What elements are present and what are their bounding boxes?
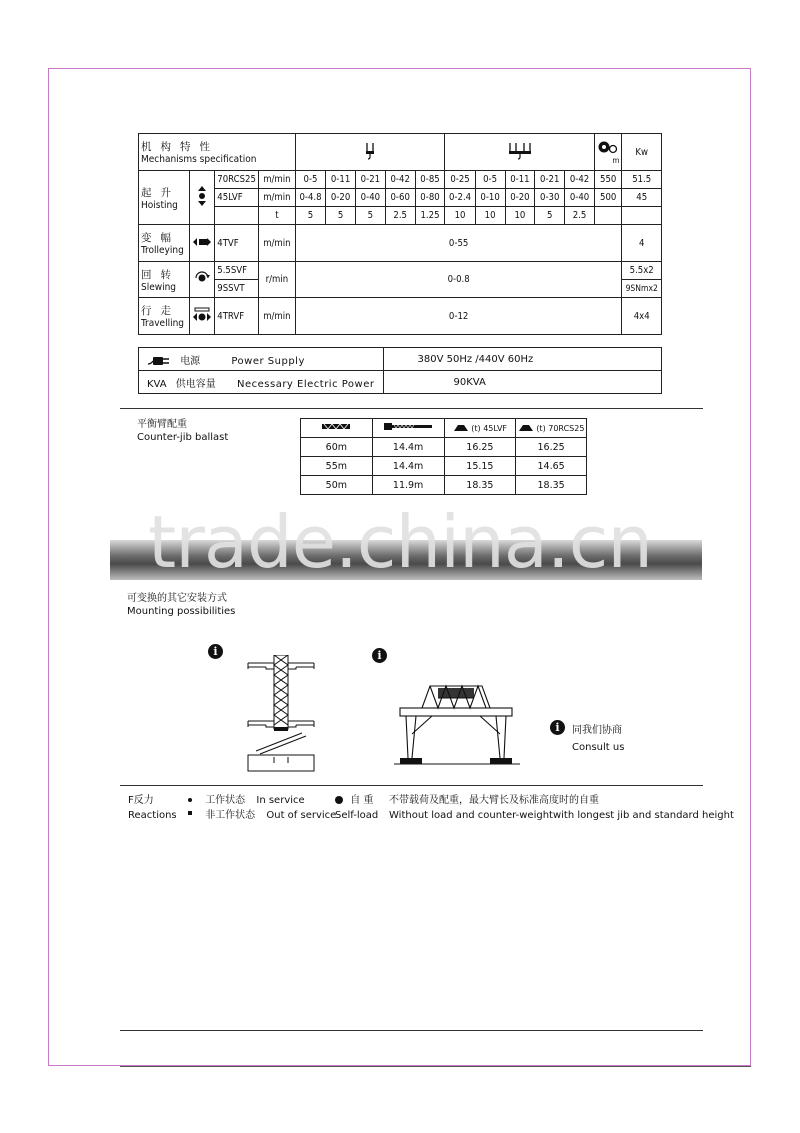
power-supply-label-cell	[139, 348, 384, 371]
hoist-r1-c7: 0-5	[475, 171, 505, 189]
hoist-r2-c9: 0-30	[535, 189, 565, 207]
hoist-r2-c7: 0-10	[475, 189, 505, 207]
hoist-empty-cell	[215, 207, 259, 225]
hoist-r1-c6: 0-25	[445, 171, 475, 189]
hoist-r1-c3: 0-21	[355, 171, 385, 189]
hoist-r3-c2: 5	[326, 207, 356, 225]
ballast-r3-c3: 18.35	[444, 476, 516, 495]
ballast-r2-c3: 15.15	[444, 457, 516, 476]
trolleying-label-cell	[139, 225, 190, 262]
trolley-direction-icon	[192, 237, 212, 247]
slewing-icon-cell	[190, 262, 215, 298]
counter-jib-icon	[383, 422, 433, 431]
travelling-icon-cell	[190, 298, 215, 335]
consult-cn: 同我们协商	[572, 725, 622, 736]
slew-motor-1: 5.5SVF	[215, 262, 259, 280]
hoisting-cn: 起 升	[141, 186, 174, 199]
double-fall-hook-icon	[507, 141, 533, 161]
hoist-r1-m: 550	[594, 171, 621, 189]
self-load-note-cn: 不带载荷及配重，最大臂长及标准高度时的自重	[389, 795, 599, 806]
ballast-r1-c1: 60m	[301, 438, 373, 457]
power-supply-value: 380V 50Hz /440V 60Hz	[383, 348, 662, 371]
hoist-r3-c3: 5	[355, 207, 385, 225]
self-load-en: Self-load	[335, 810, 379, 821]
in-service-dot-icon	[188, 798, 192, 802]
hoist-r3-c9: 5	[535, 207, 565, 225]
kva-label: KVA	[147, 378, 167, 390]
kva-label-cell	[139, 371, 384, 394]
hoist-unit-1: m/min	[258, 171, 295, 189]
section-divider	[120, 408, 703, 409]
reactions-label	[128, 793, 177, 823]
in-service-en: In service	[256, 795, 305, 806]
ballast-col3-unit: (t)	[471, 423, 481, 433]
travel-motor: 4TRVF	[215, 298, 259, 335]
power-table	[138, 347, 662, 394]
ballast-weight-icon	[518, 424, 534, 432]
spec-header-cell	[139, 134, 296, 171]
reactions-cn: F反力	[128, 795, 154, 806]
ballast-col3-model: 45LVF	[483, 423, 508, 433]
mounting-title-en: Mounting possibilities	[127, 606, 236, 617]
hoist-r2-c4: 0-60	[385, 189, 415, 207]
hoist-r3-c4: 2.5	[385, 207, 415, 225]
hoist-r1-c10: 0-42	[565, 171, 595, 189]
jib-length-icon	[321, 422, 351, 431]
slew-unit: r/min	[258, 262, 295, 298]
trolley-unit: m/min	[258, 225, 295, 262]
out-of-service-en: Out of service	[266, 810, 337, 821]
info-icon: i	[550, 720, 565, 735]
self-load-legend	[335, 793, 378, 823]
hoist-r2-c1: 0-4.8	[295, 189, 325, 207]
service-legend	[188, 793, 336, 823]
single-hook-icon-cell	[295, 134, 445, 171]
hoist-r2-c5: 0-80	[415, 189, 445, 207]
hoisting-icon-cell	[190, 171, 215, 225]
ballast-r3-c2: 11.9m	[372, 476, 444, 495]
in-service-cn: 工作状态	[205, 795, 246, 806]
trolleying-cn: 变 幅	[141, 232, 174, 244]
double-hook-icon-cell	[445, 134, 595, 171]
slewing-label-cell	[139, 262, 190, 298]
slew-kw-1: 5.5x2	[622, 262, 662, 280]
mounting-title-cn: 可变换的其它安装方式	[127, 593, 227, 604]
info-icon: i	[372, 648, 387, 663]
ballast-r1-c4: 16.25	[516, 438, 587, 457]
slew-motor-2: 9SSVT	[215, 280, 259, 298]
hoist-r1-c4: 0-42	[385, 171, 415, 189]
ballast-r2-c2: 14.4m	[372, 457, 444, 476]
hoist-r1-kw: 51.5	[622, 171, 662, 189]
ballast-col3-header	[444, 419, 516, 438]
power-supply-cn: 电源	[180, 355, 201, 367]
rope-drum-icon-cell	[594, 134, 621, 171]
spec-header-en: Mechanisms specification	[141, 154, 257, 165]
travelling-cn: 行 走	[141, 305, 174, 317]
ballast-weight-icon	[453, 424, 469, 432]
ballast-col4-unit: (t)	[536, 423, 546, 433]
ballast-r3-c4: 18.35	[516, 476, 587, 495]
ballast-r3-c1: 50m	[301, 476, 373, 495]
trolleying-en: Trolleying	[141, 245, 184, 256]
hoist-r1-c9: 0-21	[535, 171, 565, 189]
hoist-direction-icon	[197, 185, 207, 207]
kva-en: Necessary Electric Power	[236, 378, 375, 390]
hoist-r2-c8: 0-20	[505, 189, 535, 207]
travel-kw: 4x4	[622, 298, 662, 335]
ballast-title	[137, 418, 228, 444]
ballast-col4-header	[516, 419, 587, 438]
slew-kw-2: 9SNmx2	[622, 280, 662, 298]
jib-length-icon-cell	[301, 419, 373, 438]
out-of-service-square-icon	[188, 811, 192, 815]
trolley-kw: 4	[622, 225, 662, 262]
hoist-r1-c1: 0-5	[295, 171, 325, 189]
hoist-unit-t: t	[258, 207, 295, 225]
ballast-title-cn: 平衡臂配重	[137, 419, 187, 430]
hoist-r3-c6: 10	[445, 207, 475, 225]
hoist-r1-c8: 0-11	[505, 171, 535, 189]
hoist-r2-kw: 45	[622, 189, 662, 207]
ballast-title-en: Counter-jib ballast	[137, 432, 229, 443]
slewing-rotation-icon	[194, 271, 210, 285]
hoist-r3-c7: 10	[475, 207, 505, 225]
power-supply-en: Power Supply	[231, 355, 305, 367]
plug-icon	[147, 355, 173, 367]
hoist-r2-m: 500	[594, 189, 621, 207]
hoist-r3-kw-empty	[622, 207, 662, 225]
hoist-r3-c8: 10	[505, 207, 535, 225]
hoist-r3-m-empty	[594, 207, 621, 225]
ballast-r2-c1: 55m	[301, 457, 373, 476]
reactions-en: Reactions	[128, 810, 177, 821]
travel-range: 0-12	[295, 298, 622, 335]
travelling-en: Travelling	[141, 318, 185, 329]
trolley-motor: 4TVF	[215, 225, 259, 262]
section-divider	[120, 785, 703, 786]
ballast-col4-model: 70RCS25	[548, 423, 585, 433]
travel-direction-icon	[192, 307, 212, 323]
out-of-service-cn: 非工作状态	[205, 810, 256, 821]
travel-unit: m/min	[258, 298, 295, 335]
hoist-r3-c1: 5	[295, 207, 325, 225]
mounting-title	[127, 592, 235, 618]
slewing-cn: 回 转	[141, 268, 174, 281]
slew-range: 0-0.8	[295, 262, 622, 298]
hoist-r2-c6: 0-2.4	[445, 189, 475, 207]
hoist-r2-c3: 0-40	[355, 189, 385, 207]
hoist-r3-c10: 2.5	[565, 207, 595, 225]
kva-cn: 供电容量	[175, 378, 216, 390]
info-icon: i	[208, 644, 223, 659]
hoist-motor-2: 45LVF	[215, 189, 259, 207]
travelling-label-cell	[139, 298, 190, 335]
trolleying-icon-cell	[190, 225, 215, 262]
unit-kw-label: Kw	[622, 134, 662, 171]
mechanisms-table	[138, 133, 662, 335]
hoist-r3-c5: 1.25	[415, 207, 445, 225]
consult-note	[572, 722, 624, 756]
hoist-r2-c2: 0-20	[326, 189, 356, 207]
slewing-en: Slewing	[141, 281, 177, 293]
self-load-icon	[335, 796, 343, 804]
unit-m-label: m	[612, 155, 620, 165]
bottom-rule	[120, 1066, 751, 1067]
self-load-note-en: Without load and counter-weightwith longest jib and standard height	[389, 810, 734, 821]
portal-gantry-mounting-diagram	[392, 684, 522, 768]
hoist-r1-c5: 0-85	[415, 171, 445, 189]
self-load-cn: 自 重	[350, 795, 374, 806]
footer-divider	[120, 1030, 703, 1031]
hoisting-label-cell	[139, 171, 190, 225]
consult-en: Consult us	[572, 742, 625, 753]
hoist-r2-c10: 0-40	[565, 189, 595, 207]
hoist-r1-c2: 0-11	[326, 171, 356, 189]
ballast-table	[300, 418, 587, 495]
kva-value: 90KVA	[383, 371, 662, 394]
fixed-base-mounting-diagram	[244, 655, 344, 773]
hoisting-en: Hoisting	[141, 199, 178, 211]
single-fall-hook-icon	[363, 141, 377, 161]
trolley-range: 0-55	[295, 225, 622, 262]
watermark-text: trade.china.cn	[148, 500, 652, 584]
self-load-note	[389, 793, 734, 823]
ballast-r1-c3: 16.25	[444, 438, 516, 457]
counter-jib-icon-cell	[372, 419, 444, 438]
hoist-motor-1: 70RCS25	[215, 171, 259, 189]
ballast-r2-c4: 14.65	[516, 457, 587, 476]
rope-drum-icon	[598, 140, 618, 154]
hoist-unit-2: m/min	[258, 189, 295, 207]
ballast-r1-c2: 14.4m	[372, 438, 444, 457]
spec-header-cn: 机 构 特 性	[141, 141, 213, 153]
